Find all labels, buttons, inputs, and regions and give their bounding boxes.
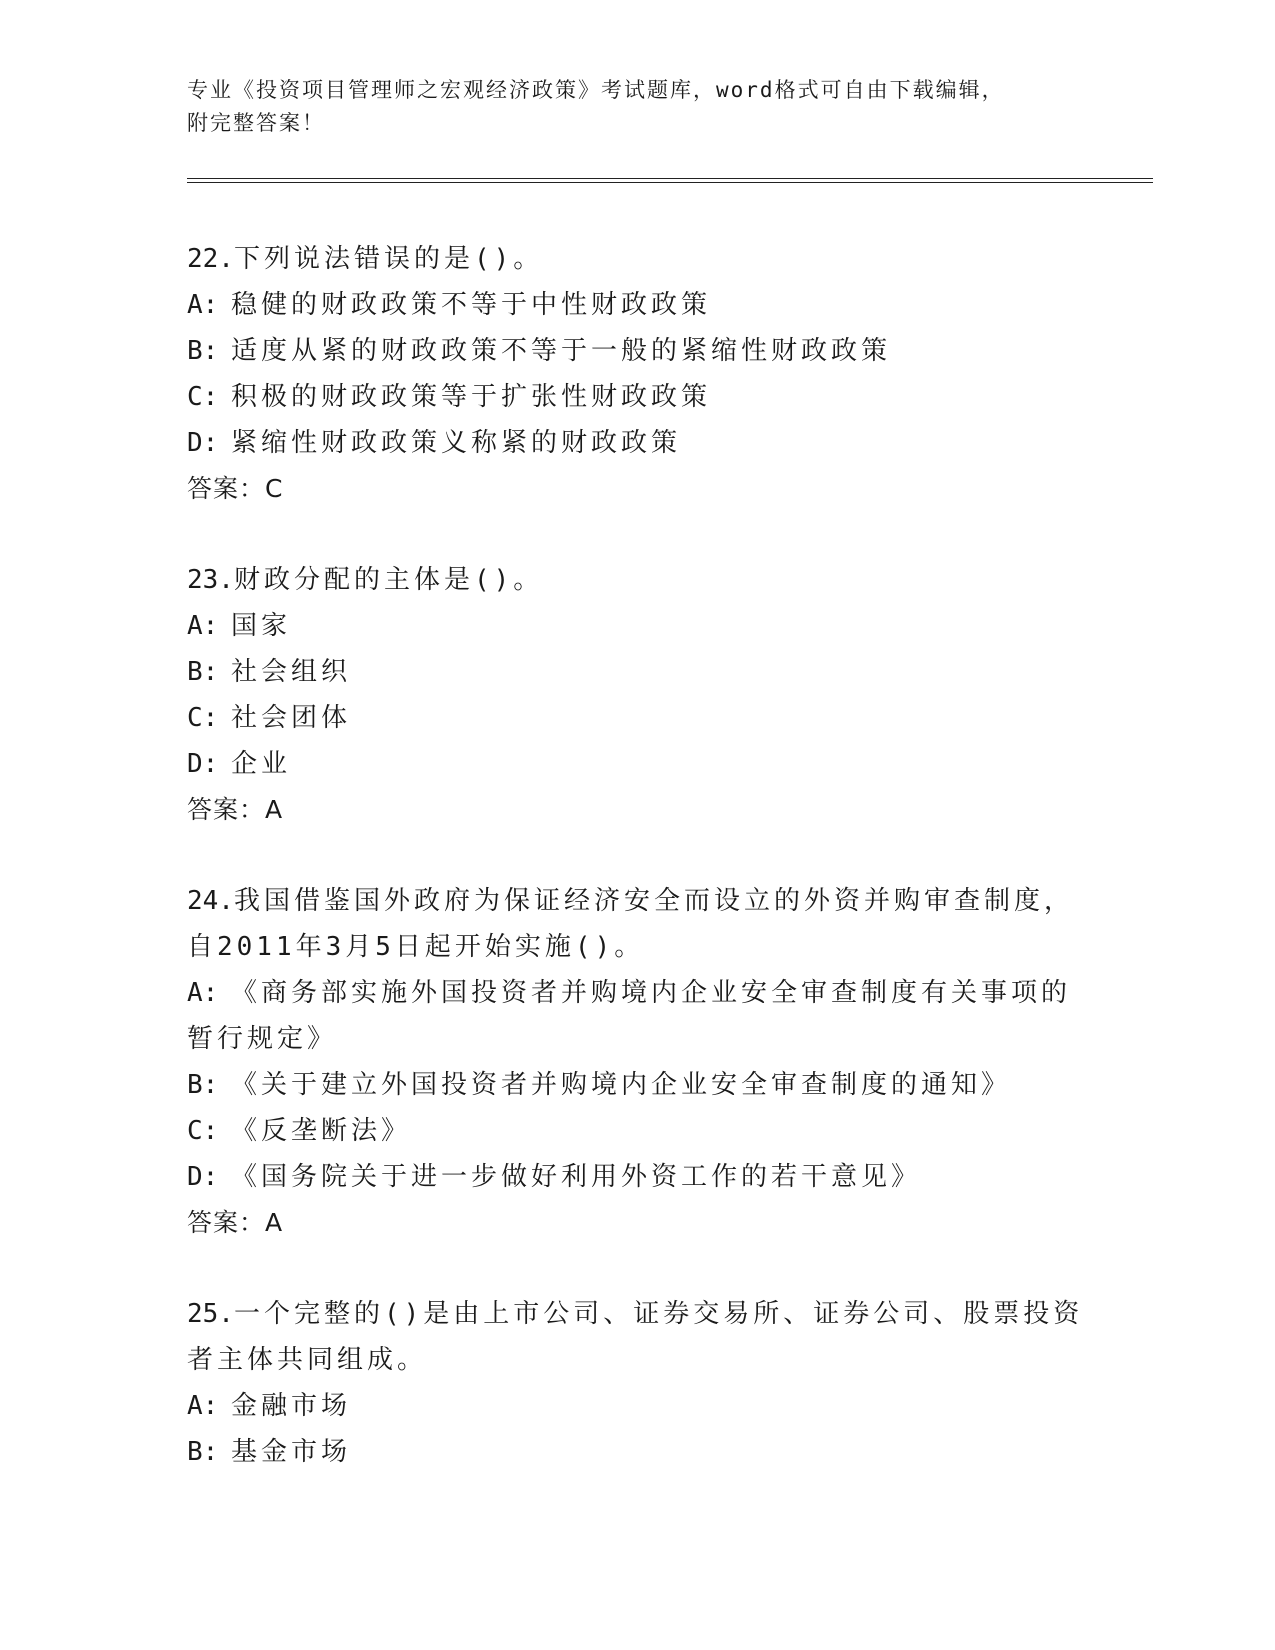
option-a	[187, 603, 1087, 649]
document-header	[187, 74, 1087, 140]
option-d	[187, 1154, 1087, 1200]
option-text: 《国务院关于进一步做好利用外资工作的若干意见》	[231, 1162, 922, 1192]
header-divider-bottom	[187, 182, 1153, 183]
option-text: 《商务部实施外国投资者并购境内企业安全审查制度有关事项的暂行规定》	[187, 978, 1072, 1054]
question-number: 23.	[187, 565, 234, 595]
option-a	[187, 970, 1087, 1062]
option-text: 积极的财政政策等于扩张性财政政策	[231, 382, 712, 412]
question-stem	[187, 236, 1087, 282]
question-24	[187, 878, 1087, 1246]
option-text: 企业	[231, 749, 292, 779]
question-23	[187, 557, 1087, 833]
question-text: 我国借鉴国外政府为保证经济安全而设立的外资并购审查制度，自2011年3月5日起开始实施()。	[187, 886, 1074, 962]
option-b	[187, 328, 1087, 374]
option-a	[187, 282, 1087, 328]
option-label: B:	[187, 657, 219, 687]
option-c	[187, 374, 1087, 420]
option-text: 社会团体	[231, 703, 352, 733]
option-d	[187, 420, 1087, 466]
option-d	[187, 741, 1087, 787]
option-text: 金融市场	[231, 1391, 352, 1421]
answer-line: 答案：A	[187, 795, 284, 824]
option-text: 适度从紧的财政政策不等于一般的紧缩性财政政策	[231, 336, 892, 366]
option-label: D:	[187, 749, 219, 779]
option-text: 社会组织	[231, 657, 352, 687]
option-label: C:	[187, 1116, 219, 1146]
question-number: 24.	[187, 886, 234, 916]
option-text: 稳健的财政政策不等于中性财政政策	[231, 290, 712, 320]
header-line-2: 附完整答案！	[187, 111, 325, 135]
question-text: 下列说法错误的是()。	[233, 244, 544, 274]
option-text: 《反垄断法》	[231, 1116, 412, 1146]
question-25	[187, 1291, 1087, 1475]
header-divider-top	[187, 178, 1153, 179]
question-number: 22.	[187, 244, 234, 274]
option-text: 《关于建立外国投资者并购境内企业安全审查制度的通知》	[231, 1070, 1012, 1100]
question-list	[187, 236, 1087, 1520]
option-label: D:	[187, 1162, 219, 1192]
header-line-1: 专业《投资项目管理师之宏观经济政策》考试题库，word格式可自由下载编辑，	[187, 78, 1005, 102]
option-label: B:	[187, 1070, 219, 1100]
option-text: 基金市场	[231, 1437, 352, 1467]
question-text: 一个完整的()是由上市公司、证券交易所、证券公司、股票投资者主体共同组成。	[187, 1299, 1084, 1375]
answer-line: 答案：A	[187, 1208, 284, 1237]
option-b	[187, 1429, 1087, 1475]
question-number: 25.	[187, 1299, 234, 1329]
answer-line: 答案：C	[187, 474, 284, 503]
option-c	[187, 695, 1087, 741]
option-label: D:	[187, 428, 219, 458]
option-label: B:	[187, 336, 219, 366]
option-c	[187, 1108, 1087, 1154]
option-b	[187, 1062, 1087, 1108]
question-stem	[187, 878, 1087, 970]
option-label: A:	[187, 611, 219, 641]
option-text: 国家	[231, 611, 292, 641]
option-label: C:	[187, 382, 219, 412]
option-label: A:	[187, 1391, 219, 1421]
option-label: A:	[187, 978, 219, 1008]
question-stem	[187, 1291, 1087, 1383]
option-a	[187, 1383, 1087, 1429]
option-b	[187, 649, 1087, 695]
question-22	[187, 236, 1087, 512]
question-stem	[187, 557, 1087, 603]
question-text: 财政分配的主体是()。	[233, 565, 544, 595]
option-text: 紧缩性财政政策义称紧的财政政策	[231, 428, 682, 458]
option-label: C:	[187, 703, 219, 733]
option-label: A:	[187, 290, 219, 320]
option-label: B:	[187, 1437, 219, 1467]
